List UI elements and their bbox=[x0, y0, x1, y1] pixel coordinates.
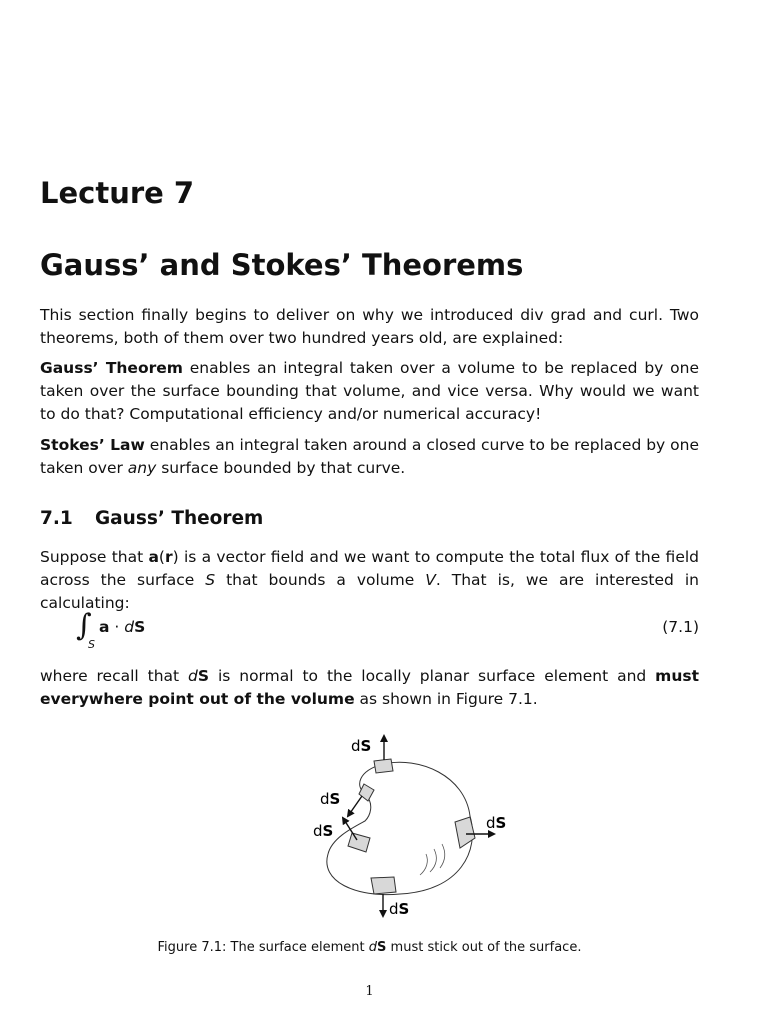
caption-text-2: must stick out of the surface. bbox=[386, 940, 582, 955]
surface-element-diagram bbox=[270, 726, 520, 926]
volume-outline bbox=[327, 762, 473, 894]
ds-label-bottom: dS bbox=[389, 900, 410, 918]
gauss-theorem-text: enables an integral taken over a volume to be replaced by one taken over the surface bounding that volume, and vice versa. Why would we want to do that? Computational efficiency and/or numerical accuracy! bbox=[40, 359, 699, 423]
figure-caption bbox=[40, 940, 699, 955]
surface-patch-bottom bbox=[371, 877, 396, 894]
stokes-law-term: Stokes’ Law bbox=[40, 436, 145, 454]
stokes-law-paragraph bbox=[40, 434, 699, 480]
section-heading bbox=[40, 508, 263, 529]
vector-a: a bbox=[148, 548, 159, 566]
where-paragraph bbox=[40, 665, 699, 711]
surface-patch-lower-left bbox=[348, 833, 370, 852]
where-text-3: as shown in Figure 7.1. bbox=[354, 690, 538, 708]
suppose-paragraph bbox=[40, 546, 699, 615]
caption-text-1: Figure 7.1: The surface element bbox=[157, 940, 369, 955]
shading-stroke bbox=[420, 854, 427, 875]
suppose-text-1: Suppose that bbox=[40, 548, 149, 566]
integrand-a: a bbox=[99, 618, 110, 636]
stokes-text-1: enables an integral taken around a closed curve to be replaced by one taken over bbox=[40, 436, 699, 477]
vector-r: r bbox=[164, 548, 173, 566]
normal-arrow-lower-left bbox=[343, 818, 357, 840]
ds-label-right: dS bbox=[486, 814, 507, 832]
page-number: 1 bbox=[365, 984, 374, 999]
section-title: Gauss’ Theorem bbox=[95, 508, 264, 529]
equation-7-1 bbox=[40, 606, 699, 656]
integrand-dot: · bbox=[109, 618, 125, 636]
section-number: 7.1 bbox=[40, 508, 73, 529]
equation-number: (7.1) bbox=[662, 618, 699, 636]
surface-patch-upper-left bbox=[359, 784, 374, 801]
where-S: S bbox=[197, 667, 210, 685]
shading-stroke bbox=[440, 844, 445, 868]
integral-subscript: S bbox=[88, 638, 95, 651]
ds-label-lower-left: dS bbox=[313, 822, 334, 840]
lecture-label: Lecture 7 bbox=[40, 176, 195, 210]
chapter-title: Gauss’ and Stokes’ Theorems bbox=[40, 248, 524, 282]
suppose-text-2: is a vector field and we want to compute the total flux of the field across the surface bbox=[40, 548, 699, 589]
suppose-text-4: . That is, we are interested in calculating: bbox=[40, 571, 699, 612]
stokes-text-2: surface bounded by that curve. bbox=[156, 459, 406, 477]
stokes-emphasis: any bbox=[127, 459, 157, 477]
caption-S: S bbox=[377, 940, 387, 955]
integral-sign: ∫ bbox=[76, 608, 92, 643]
normal-arrow-upper-left bbox=[348, 796, 362, 816]
figure-7-1 bbox=[270, 726, 520, 926]
symbol-V: V bbox=[425, 571, 436, 589]
ds-label-top: dS bbox=[351, 737, 372, 755]
where-text-1: where recall that bbox=[40, 667, 189, 685]
where-text-2: is normal to the locally planar surface element and bbox=[209, 667, 656, 685]
paren-close: ) bbox=[172, 548, 179, 566]
where-bold: must everywhere point out of the volume bbox=[40, 667, 699, 708]
intro-paragraph: This section finally begins to deliver on why we introduced div grad and curl. Two theorems, both of them over two hundred years old, are explained: bbox=[40, 306, 699, 347]
ds-label-upper-left: dS bbox=[320, 790, 341, 808]
integrand-S: S bbox=[134, 618, 146, 636]
integrand bbox=[99, 618, 145, 636]
suppose-text-3: that bounds a volume bbox=[215, 571, 426, 589]
where-d: d bbox=[188, 667, 198, 685]
gauss-theorem-paragraph bbox=[40, 357, 699, 426]
shading-stroke bbox=[430, 849, 436, 872]
caption-d: d bbox=[368, 940, 378, 955]
symbol-S: S bbox=[205, 571, 216, 589]
surface-patch-top bbox=[374, 759, 393, 773]
integrand-d: d bbox=[124, 618, 135, 636]
gauss-theorem-term: Gauss’ Theorem bbox=[40, 359, 183, 377]
paren-open: ( bbox=[158, 548, 165, 566]
